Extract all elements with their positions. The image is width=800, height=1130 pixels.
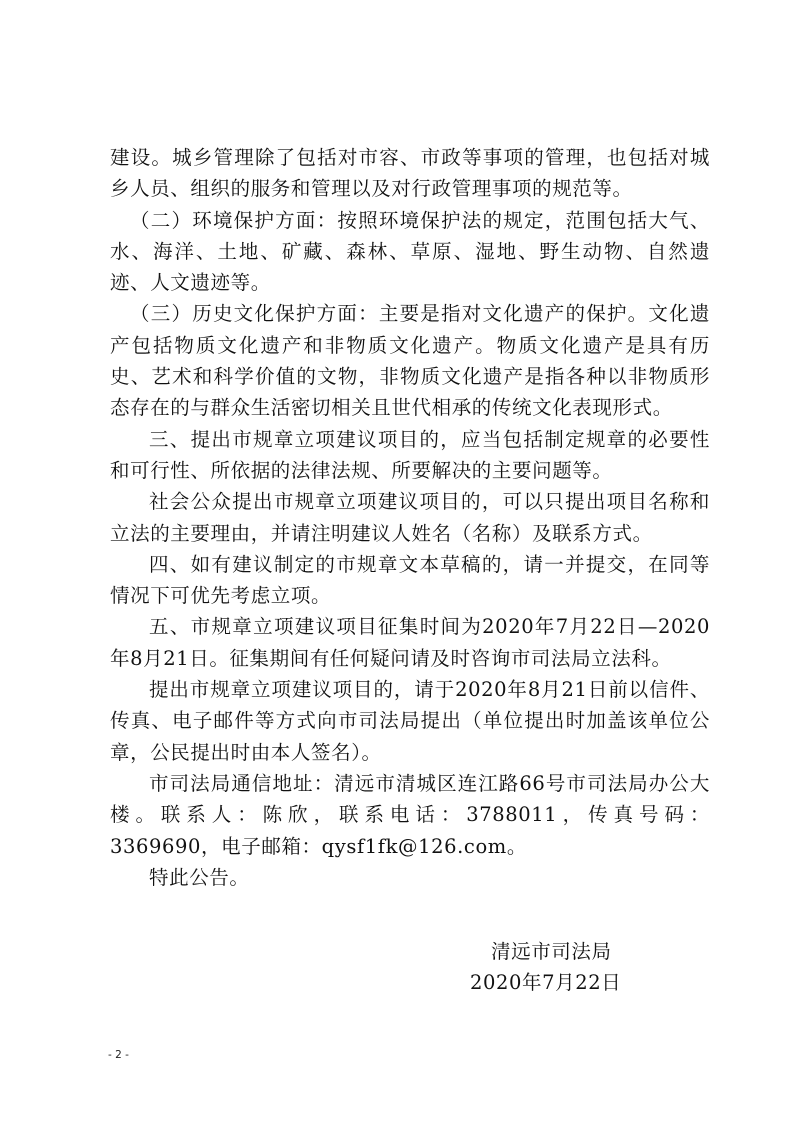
signature-block (470, 936, 670, 999)
document-body (110, 142, 710, 893)
paragraph-item-five: 五、市规章立项建议项目征集时间为2020年7月22日—2020年8月21日。征集期间有任何疑问请及时咨询市司法局立法科。 (110, 615, 710, 670)
paragraph-closing: 特此公告。 (149, 865, 250, 889)
paragraph-item-four: 四、如有建议制定的市规章文本草稿的，请一并提交，在同等情况下可优先考虑立项。 (110, 552, 710, 608)
paragraph-submission-method: 提出市规章立项建议项目的，请于2020年8月21日前以信件、传真、电子邮件等方式向市司法局提出（单位提出时加盖该单位公章，公民提出时由本人签名）。 (110, 678, 710, 764)
paragraph-item-three: 三、提出市规章立项建议项目的，应当包括制定规章的必要性和可行性、所依据的法律法规、所要解决的主要问题等。 (110, 427, 710, 482)
paragraph-contact-info: 市司法局通信地址：清远市清城区连江路66号市司法局办公大楼。联系人：陈欣，联系电话：3788011，传真号码：3369690，电子邮箱：qysf1fk@126.com。 (110, 771, 710, 858)
paragraph-urban-management-continued: 建设。城乡管理除了包括对市容、市政等事项的管理，也包括对城乡人员、组织的服务和管理以及对行政管理事项的规范等。 (110, 146, 710, 201)
signature-organization: 清远市司法局 (491, 940, 612, 963)
paragraph-historical-cultural-protection: （三）历史文化保护方面：主要是指对文化遗产的保护。文化遗产包括物质文化遗产和非物质文化遗产。物质文化遗产是具有历史、艺术和科学价值的文物，非物质文化遗产是指各种以非物质形态存在的与群众生活密切相关且世代相承的传统文化表现形式。 (110, 302, 710, 420)
paragraph-environmental-protection: （二）环境保护方面：按照环境保护法的规定，范围包括大气、水、海洋、土地、矿藏、森林、草原、湿地、野生动物、自然遗迹、人文遗迹等。 (110, 208, 710, 295)
paragraph-public-submission: 社会公众提出市规章立项建议项目的，可以只提出项目名称和立法的主要理由，并请注明建议人姓名（名称）及联系方式。 (110, 490, 710, 545)
signature-date: 2020年7月22日 (470, 971, 622, 995)
page-number: - 2 - (108, 1049, 129, 1061)
